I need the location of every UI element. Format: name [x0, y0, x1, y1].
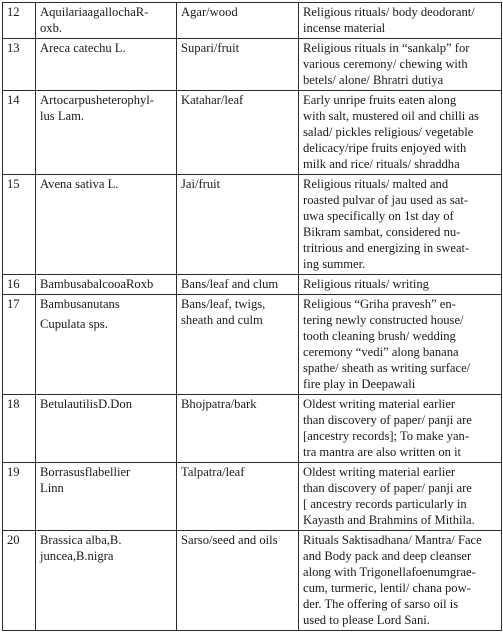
uses-description-line: and Body pack and deep cleanser [303, 549, 472, 563]
row-number: 19 [3, 463, 36, 531]
botanical-name-line: Cupulata sps. [40, 317, 108, 331]
uses-description-line: ceremony “vedi” along banana [303, 345, 459, 359]
local-name-part [177, 91, 299, 175]
botanical-name-line: juncea,B.nigra [40, 549, 114, 563]
uses-description-line: Bikram sambat, considered nu- [303, 225, 461, 239]
botanical-name [36, 175, 177, 275]
uses-description-line: Oldest writing material earlier [303, 397, 456, 411]
uses-description-line: incense material [303, 21, 386, 35]
uses-description-line: milk and rice/ rituals/ shraddha [303, 157, 460, 171]
uses-description-line: various ceremony/ chewing with [303, 57, 468, 71]
botanical-name-line: lus Lam. [40, 109, 85, 123]
botanical-name [36, 395, 177, 463]
row-number: 12 [3, 3, 36, 39]
botanical-name-line: oxb. [40, 21, 63, 35]
uses-description-line: along with Trigonellafoenumgrae- [303, 565, 476, 579]
local-name-part-line: Bans/leaf and clum [181, 277, 279, 291]
table-row [3, 275, 502, 295]
uses-description-line: Religious rituals in “sankalp” for [303, 41, 470, 55]
row-number: 13 [3, 39, 36, 91]
row-number: 20 [3, 531, 36, 631]
local-name-part [177, 3, 299, 39]
botanical-name [36, 463, 177, 531]
botanical-name-line: BambusabalcooaRoxb [40, 277, 154, 291]
botanical-name [36, 3, 177, 39]
uses-description-line: Religious rituals/ writing [303, 277, 429, 291]
row-number: 14 [3, 91, 36, 175]
botanical-name-line: Artocarpusheterophyl- [40, 93, 155, 107]
uses-description-line: Early unripe fruits eaten along [303, 93, 457, 107]
uses-description-line: Kayasth and Brahmins of Mithila. [303, 513, 475, 527]
botanical-name-line: Bambusanutans [40, 297, 120, 311]
local-name-part-line: Bans/leaf, twigs, [181, 297, 266, 311]
table-row [3, 463, 502, 531]
uses-description-line: than discovery of paper/ panji are [303, 481, 472, 495]
table-body [3, 3, 502, 631]
uses-description-line: ing summer. [303, 257, 366, 271]
table-row [3, 39, 502, 91]
local-name-part [177, 531, 299, 631]
botanical-name-line: Brassica alba,B. [40, 533, 122, 547]
botanical-name [36, 39, 177, 91]
table-row [3, 91, 502, 175]
row-number: 15 [3, 175, 36, 275]
local-name-part-line: Talpatra/leaf [181, 465, 245, 479]
uses-description-line: tooth cleaning brush/ wedding [303, 329, 456, 343]
uses-description-line: delicacy/ripe fruits enjoyed with [303, 141, 467, 155]
table-row [3, 395, 502, 463]
botanical-name-line: AquilariaagallochaR- [40, 5, 149, 19]
uses-description-line: tering newly constructed house/ [303, 313, 464, 327]
uses-description-line: Religious rituals/ body deodorant/ [303, 5, 475, 19]
uses-description-line: [ ancestry records particularly in [303, 497, 467, 511]
uses-description [299, 531, 502, 631]
table-row [3, 175, 502, 275]
botanical-name [36, 531, 177, 631]
botanical-name-line: BetulautilisD.Don [40, 397, 132, 411]
local-name-part [177, 275, 299, 295]
botanical-name [36, 91, 177, 175]
botanical-name [36, 275, 177, 295]
uses-description-line: salad/ pickles religious/ vegetable [303, 125, 474, 139]
local-name-part [177, 175, 299, 275]
local-name-part-line: Supari/fruit [181, 41, 240, 55]
uses-description [299, 175, 502, 275]
local-name-part [177, 463, 299, 531]
uses-description-line: Religious rituals/ malted and [303, 177, 449, 191]
row-number: 18 [3, 395, 36, 463]
botanical-name [36, 295, 177, 395]
uses-description [299, 395, 502, 463]
row-number: 17 [3, 295, 36, 395]
uses-description-line: used to please Lord Sani. [303, 613, 430, 627]
uses-description-line: with salt, mustered oil and chilli as [303, 109, 479, 123]
local-name-part [177, 395, 299, 463]
uses-description-line: [ancestry records]; To make yan- [303, 429, 470, 443]
table-row [3, 295, 502, 395]
local-name-part-line: Agar/wood [181, 5, 238, 19]
local-name-part-line: Jai/fruit [181, 177, 221, 191]
uses-description-line: roasted pulvar of jau used as sat- [303, 193, 469, 207]
row-number: 16 [3, 275, 36, 295]
uses-description-line: spathe/ sheath as writing surface/ [303, 361, 471, 375]
local-name-part [177, 39, 299, 91]
plant-uses-table [2, 2, 502, 631]
table-row [3, 3, 502, 39]
uses-description [299, 463, 502, 531]
uses-description [299, 3, 502, 39]
local-name-part-line: Katahar/leaf [181, 93, 244, 107]
local-name-part-line: Sarso/seed and oils [181, 533, 278, 547]
uses-description-line: uwa specifically on 1st day of [303, 209, 454, 223]
local-name-part-line: sheath and culm [181, 313, 263, 327]
uses-description-line: cum, turmeric, lentil/ chana pow- [303, 581, 471, 595]
uses-description-line: betels/ alone/ Bhratri dutiya [303, 73, 444, 87]
botanical-name-line: Areca catechu L. [40, 41, 126, 55]
uses-description-line: Rituals Saktisadhana/ Mantra/ Face [303, 533, 482, 547]
uses-description [299, 295, 502, 395]
uses-description-line: Religious “Griha pravesh” en- [303, 297, 456, 311]
uses-description [299, 91, 502, 175]
uses-description-line: der. The offering of sarso oil is [303, 597, 459, 611]
uses-description-line: Oldest writing material earlier [303, 465, 456, 479]
uses-description-line: tritrious and energizing in sweat- [303, 241, 470, 255]
table-row [3, 531, 502, 631]
uses-description [299, 275, 502, 295]
uses-description-line: tra mantra are also written on it [303, 445, 462, 459]
botanical-name-line: Avena sativa L. [40, 177, 119, 191]
uses-description-line: than discovery of paper/ panji are [303, 413, 472, 427]
local-name-part [177, 295, 299, 395]
uses-description-line: fire play in Deepawali [303, 377, 416, 391]
botanical-name-line: Borrasusflabellier [40, 465, 131, 479]
botanical-name-line: Linn [40, 481, 64, 495]
uses-description [299, 39, 502, 91]
local-name-part-line: Bhojpatra/bark [181, 397, 257, 411]
